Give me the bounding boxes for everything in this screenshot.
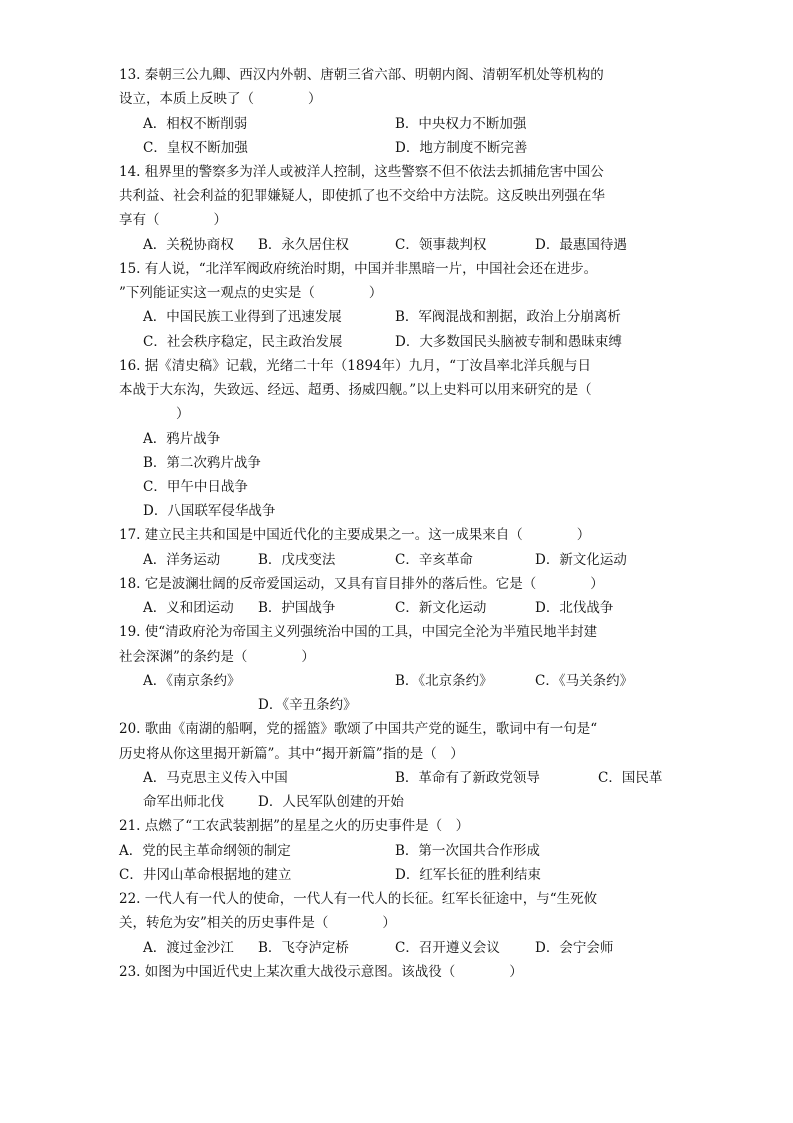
- question-14-option-b: B．永久居住权: [258, 237, 349, 253]
- question-22-option-a: A．渡过金沙江: [143, 940, 234, 956]
- question-13-option-b: B．中央权力不断加强: [395, 116, 527, 132]
- question-20-option-c-part-2: 命军出师北伐: [143, 794, 224, 810]
- question-16-stem-line-2: 本战于大东沟，失致远、经远、超勇、扬威四舰。”以上史料可以用来研究的是（: [119, 382, 592, 398]
- question-22-stem-line-2: 关，转危为安”相关的历史事件是（ ）: [119, 915, 396, 931]
- question-16-stem-line-1: 16. 据《清史稿》记载，光绪二十年（1894年）九月，“丁汝昌率北洋兵舰与日: [119, 358, 592, 374]
- question-18-option-b: B．护国战争: [258, 600, 336, 616]
- question-15-stem-line-2: ”下列能证实这一观点的史实是（ ）: [119, 285, 383, 301]
- question-14-stem-line-2: 共利益、社会利益的犯罪嫌疑人，即使抓了也不交给中方法院。这反映出列强在华: [119, 188, 605, 204]
- question-21-option-b: B．第一次国共合作形成: [395, 843, 540, 859]
- question-20-option-d: D．人民军队创建的开始: [258, 794, 404, 810]
- question-14-stem-line-3: 享有（ ）: [119, 212, 227, 228]
- question-23-stem-line-1: 23. 如图为中国近代史上某次重大战役示意图。该战役（ ）: [119, 964, 523, 980]
- question-16-option-c: C．甲午中日战争: [143, 479, 248, 495]
- question-22-option-c: C．召开遵义会议: [395, 940, 500, 956]
- question-18-option-a: A．义和团运动: [143, 600, 234, 616]
- question-17-option-c: C．辛亥革命: [395, 552, 473, 568]
- question-19-option-c: C．《马关条约》: [535, 673, 634, 689]
- question-19-option-b: B．《北京条约》: [395, 673, 493, 689]
- question-19-option-a: A．《南京条约》: [143, 673, 241, 689]
- question-14-stem-line-1: 14. 租界里的警察多为洋人或被洋人控制，这些警察不但不依法去抓捕危害中国公: [119, 164, 604, 180]
- question-21-option-d: D．红军长征的胜利结束: [395, 867, 541, 883]
- question-16-option-b: B．第二次鸦片战争: [143, 455, 261, 471]
- question-18-option-d: D．北伐战争: [535, 600, 614, 616]
- question-22-option-d: D．会宁会师: [535, 940, 614, 956]
- question-22-option-b: B．飞夺泸定桥: [258, 940, 349, 956]
- question-17-option-b: B．戊戌变法: [258, 552, 336, 568]
- question-21-stem-line-1: 21. 点燃了“工农武装割据”的星星之火的历史事件是（ ）: [119, 818, 470, 834]
- question-13-option-c: C．皇权不断加强: [143, 140, 248, 156]
- question-18-stem-line-1: 18. 它是波澜壮阔的反帝爱国运动，又具有盲目排外的落后性。它是（ ）: [119, 576, 604, 592]
- question-15-option-d: D．大多数国民头脑被专制和愚昧束缚: [395, 334, 622, 350]
- question-13-option-d: D．地方制度不断完善: [395, 140, 528, 156]
- question-16-option-d: D．八国联军侵华战争: [143, 503, 276, 519]
- question-15-option-a: A．中国民族工业得到了迅速发展: [143, 309, 342, 325]
- question-16-stem-line-3: ）: [176, 406, 190, 422]
- question-20-stem-line-2: 历史将从你这里揭开新篇”。其中“揭开新篇”指的是（ ）: [119, 746, 464, 762]
- question-18-option-c: C．新文化运动: [395, 600, 487, 616]
- question-22-stem-line-1: 22. 一代人有一代人的使命，一代人有一代人的长征。红军长征途中，与“生死攸: [119, 891, 598, 907]
- question-19-stem-line-1: 19. 使“清政府沦为帝国主义列强统治中国的工具，中国完全沦为半殖民地半封建: [119, 624, 598, 640]
- question-15-stem-line-1: 15. 有人说，“北洋军阀政府统治时期，中国并非黑暗一片，中国社会还在进步。: [119, 261, 598, 277]
- question-16-option-a: A．鸦片战争: [143, 431, 221, 447]
- question-13-option-a: A．相权不断削弱: [143, 116, 248, 132]
- question-19-stem-line-2: 社会深渊”的条约是（ ）: [119, 649, 315, 665]
- question-21-option-c: C．井冈山革命根据地的建立: [119, 867, 292, 883]
- question-14-option-d: D．最惠国待遇: [535, 237, 627, 253]
- question-14-option-c: C．领事裁判权: [395, 237, 487, 253]
- question-13-stem-line-2: 设立，本质上反映了（ ）: [119, 91, 322, 107]
- question-20-stem-line-1: 20. 歌曲《南湖的船啊，党的摇篮》歌颂了中国共产党的诞生，歌词中有一句是“: [119, 721, 598, 737]
- question-20-option-a: A．马克思主义传入中国: [143, 770, 288, 786]
- question-17-option-d: D．新文化运动: [535, 552, 627, 568]
- question-20-option-c-part-1: C．国民革: [598, 770, 663, 786]
- question-14-option-a: A．关税协商权: [143, 237, 234, 253]
- question-15-option-c: C．社会秩序稳定，民主政治发展: [143, 334, 343, 350]
- question-17-option-a: A．洋务运动: [143, 552, 221, 568]
- question-17-stem-line-1: 17. 建立民主共和国是中国近代化的主要成果之一。这一成果来自（ ）: [119, 527, 591, 543]
- question-15-option-b: B．军阀混战和割据，政治上分崩离析: [395, 309, 621, 325]
- question-21-option-a: A．党的民主革命纲领的制定: [119, 843, 291, 859]
- question-13-stem-line-1: 13. 秦朝三公九卿、西汉内外朝、唐朝三省六部、明朝内阁、清朝军机处等机构的: [119, 67, 604, 83]
- question-19-option-d: D．《辛丑条约》: [258, 697, 357, 713]
- question-20-option-b: B．革命有了新政党领导: [395, 770, 540, 786]
